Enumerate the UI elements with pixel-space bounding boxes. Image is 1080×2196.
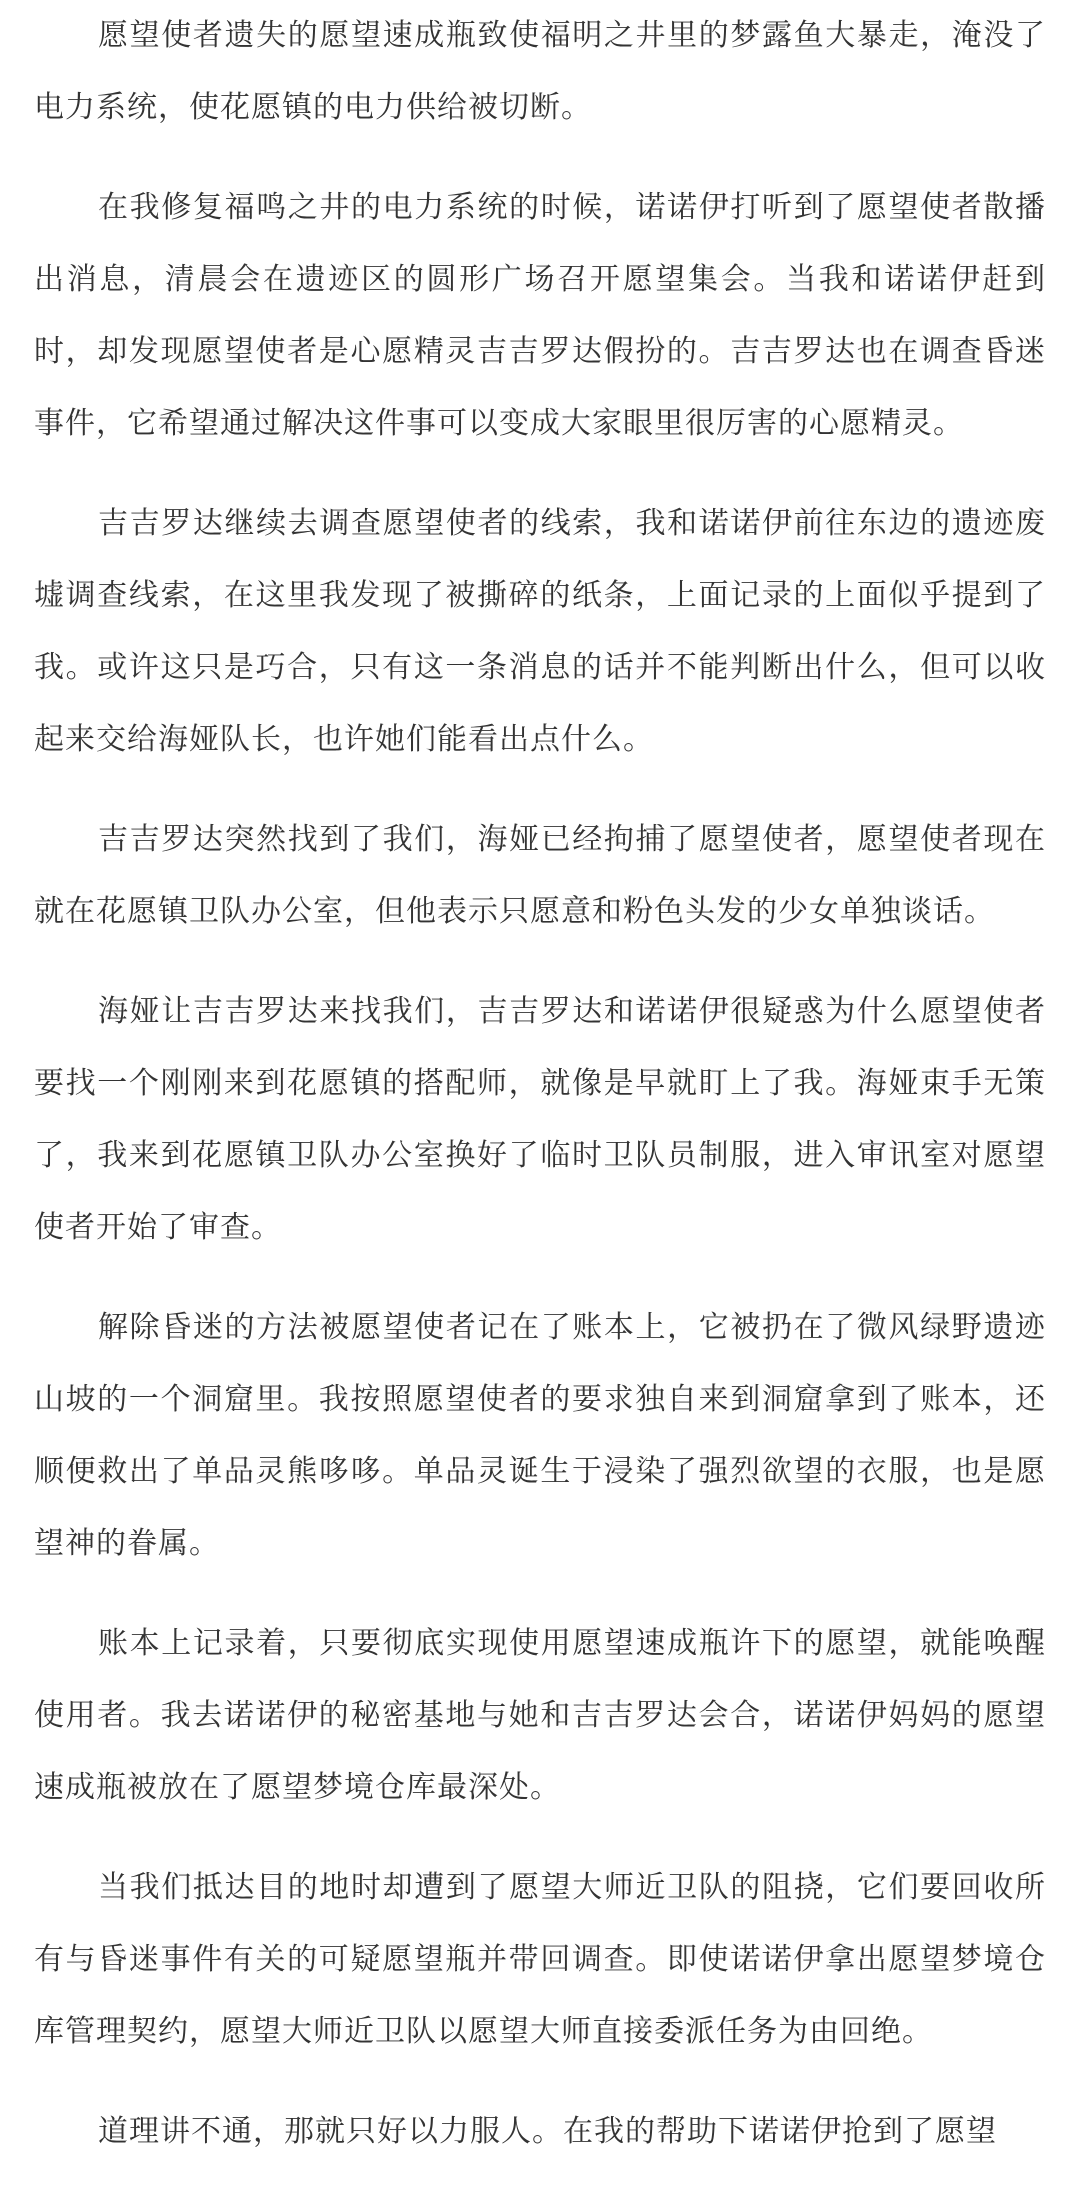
paragraph-8: 当我们抵达目的地时却遭到了愿望大师近卫队的阻挠，它们要回收所有与昏迷事件有关的可疑愿望瓶并带回调查。即使诺诺伊拿出愿望梦境仓库管理契约，愿望大师近卫队以愿望大师直接委派任务为由回绝。 [34,1870,1046,2049]
paragraph-6: 解除昏迷的方法被愿望使者记在了账本上，它被扔在了微风绿野遗迹山坡的一个洞窟里。我按照愿望使者的要求独自来到洞窟拿到了账本，还顺便救出了单品灵熊哆哆。单品灵诞生于浸染了强烈欲望的衣服，也是愿望神的眷属。 [34,1310,1046,1561]
paragraph-7: 账本上记录着，只要彻底实现使用愿望速成瓶许下的愿望，就能唤醒使用者。我去诺诺伊的秘密基地与她和吉吉罗达会合，诺诺伊妈妈的愿望速成瓶被放在了愿望梦境仓库最深处。 [34,1626,1046,1805]
paragraph-3: 吉吉罗达继续去调查愿望使者的线索，我和诺诺伊前往东边的遗迹废墟调查线索，在这里我发现了被撕碎的纸条，上面记录的上面似乎提到了我。或许这只是巧合，只有这一条消息的话并不能判断出什么，但可以收起来交给海娅队长，也许她们能看出点什么。 [34,506,1046,757]
paragraph-2: 在我修复福鸣之井的电力系统的时候，诺诺伊打听到了愿望使者散播出消息，清晨会在遗迹区的圆形广场召开愿望集会。当我和诺诺伊赶到时，却发现愿望使者是心愿精灵吉吉罗达假扮的。吉吉罗达也在调查昏迷事件，它希望通过解决这件事可以变成大家眼里很厉害的心愿精灵。 [34,190,1046,441]
article-body [34,0,1046,2196]
paragraph-5: 海娅让吉吉罗达来找我们，吉吉罗达和诺诺伊很疑惑为什么愿望使者要找一个刚刚来到花愿镇的搭配师，就像是早就盯上了我。海娅束手无策了，我来到花愿镇卫队办公室换好了临时卫队员制服，进入审讯室对愿望使者开始了审查。 [34,994,1046,1245]
paragraph-9: 道理讲不通，那就只好以力服人。在我的帮助下诺诺伊抢到了愿望 [98,2114,997,2149]
paragraph-1: 愿望使者遗失的愿望速成瓶致使福明之井里的梦露鱼大暴走，淹没了电力系统，使花愿镇的电力供给被切断。 [34,18,1046,125]
paragraph-4: 吉吉罗达突然找到了我们，海娅已经拘捕了愿望使者，愿望使者现在就在花愿镇卫队办公室，但他表示只愿意和粉色头发的少女单独谈话。 [34,822,1046,929]
